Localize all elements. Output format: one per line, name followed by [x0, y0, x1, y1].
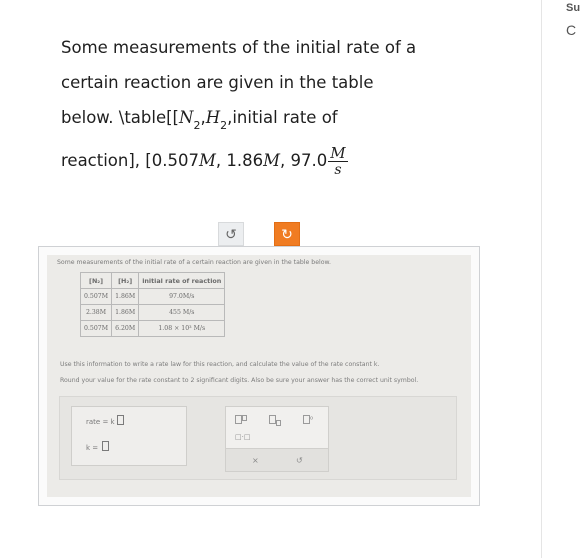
question-text [61, 30, 421, 178]
header-rate: initial rate of reaction [139, 273, 225, 289]
rotate-left-button[interactable] [218, 222, 244, 246]
rate-law-row [86, 415, 124, 426]
rotate-left-icon: ↺ [225, 225, 237, 242]
unit-fraction: $\frac{M}{s}$ [330, 144, 346, 178]
question-line-3: below. $\backslash table[[N_2,H_2,initial$ rate of [61, 108, 338, 132]
question-line-2: certain reaction are given in the table [61, 73, 374, 92]
superscript-template-button[interactable] [235, 415, 247, 425]
exponent-template-button[interactable]: o [303, 415, 313, 425]
sidebar-text-s: Su [566, 2, 580, 14]
k-label: k = [86, 444, 101, 452]
undo-button[interactable]: ↺ [296, 456, 303, 465]
answer-area [59, 396, 457, 480]
rate-table [80, 272, 225, 337]
table-row: 2.38M 1.86M 455 M/s [81, 305, 225, 321]
screenshot-content [47, 255, 471, 497]
rounding-text: Round your value for the rate constant to 2 significant digits. Also be sure your answer has the correct unit symbol. [60, 377, 419, 384]
rate-law-input[interactable] [117, 415, 124, 425]
sidebar-divider [541, 0, 542, 558]
header-n2: [N₂] [81, 273, 112, 289]
answer-box [71, 406, 187, 466]
question-line-1: Some measurements of the initial rate of a [61, 38, 417, 57]
multiply-template-button[interactable]: □·□ [235, 433, 251, 441]
instruction-text: Use this information to write a rate law for this reaction, and calculate the value of the rate constant k. [60, 361, 380, 368]
rate-law-label: rate = k [86, 418, 115, 426]
subscript-template-button[interactable] [269, 415, 281, 427]
math-palette [225, 406, 329, 472]
question-line-4: reaction], [0.507M, 1.86M, 97.0 $\frac{M}{s}$ [61, 144, 346, 178]
clear-button[interactable]: × [252, 456, 259, 465]
sidebar-text-c: C [566, 22, 577, 38]
k-value-row [86, 441, 109, 452]
attached-screenshot [38, 246, 480, 506]
palette-actions [226, 448, 328, 471]
rotate-right-button[interactable] [274, 222, 300, 246]
k-input[interactable] [102, 441, 109, 451]
header-h2: [H₂] [112, 273, 139, 289]
screenshot-intro: Some measurements of the initial rate of a certain reaction are given in the table below. [57, 259, 331, 266]
table-row: 0.507M 6.20M 1.08 × 10³ M/s [81, 321, 225, 337]
table-row: 0.507M 1.86M 97.0M/s [81, 289, 225, 305]
rotate-right-icon: ↻ [281, 225, 293, 242]
